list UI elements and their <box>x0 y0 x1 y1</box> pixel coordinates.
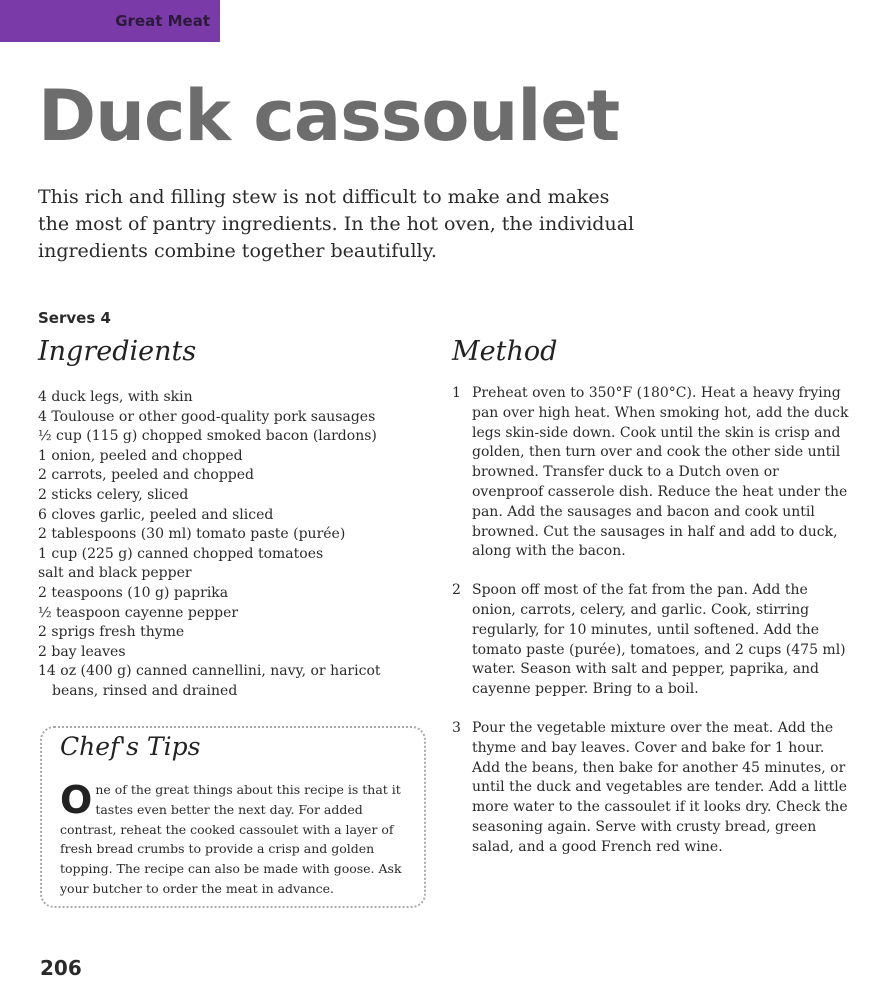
method-step <box>452 719 852 858</box>
ingredients-heading: Ingredients <box>38 336 197 367</box>
method-step <box>452 581 852 700</box>
chefs-tips-body: ne of the great things about this recipe is that it tastes even better the next day. For added contrast, reheat the cooked cassoulet with a layer of fresh bread crumbs to provide a crisp and golden topping. The recipe can also be made with goose. Ask your butcher to order the meat in advance. <box>60 782 402 896</box>
ingredient-item: 14 oz (400 g) canned cannellini, navy, or haricot beans, rinsed and drained <box>38 663 381 699</box>
ingredient-item: 1 onion, peeled and chopped <box>38 447 243 464</box>
ingredient-item: 6 cloves garlic, peeled and sliced <box>38 506 274 523</box>
ingredient-item: salt and black pepper <box>38 565 192 582</box>
recipe-title: Duck cassoulet <box>38 75 620 157</box>
chefs-tips-box <box>40 726 426 908</box>
step-text: Pour the vegetable mixture over the meat. Add the thyme and bay leaves. Cover and bake for 1 hour. Add the beans, then bake for another 45 minutes, or until the duck and vegetables are tender. Add a little more water to the cassoulet if it looks dry. Check the seasoning again. Serve with crusty bread, green salad, and a good French red wine. <box>472 719 848 855</box>
step-text: Preheat oven to 350°F (180°C). Heat a heavy frying pan over high heat. When smoking hot, add the duck legs skin-side down. Cook until the skin is crisp and golden, then turn over and cook the other side until browned. Transfer duck to a Dutch oven or ovenproof casserole dish. Reduce the heat under the pan. Add the sausages and bacon and cook until browned. Cut the sausages in half and add to duck, along with the bacon. <box>472 385 849 560</box>
ingredient-item: 4 duck legs, with skin <box>38 389 193 405</box>
ingredients-list <box>38 388 418 702</box>
step-number: 3 <box>452 719 461 736</box>
ingredient-item: 1 cup (225 g) canned chopped tomatoes <box>38 545 324 562</box>
page-number: 206 <box>40 956 82 980</box>
ingredient-item: 2 teaspoons (10 g) paprika <box>38 584 229 601</box>
method-heading: Method <box>452 336 558 367</box>
recipe-intro: This rich and filling stew is not difficult to make and makes the most of pantry ingredients. In the hot oven, the individual ingredients combine together beautifully. <box>38 186 635 262</box>
ingredient-item: ½ cup (115 g) chopped smoked bacon (lardons) <box>38 428 377 445</box>
ingredient-item: 4 Toulouse or other good-quality pork sausages <box>38 408 376 425</box>
serves-label: Serves 4 <box>38 309 111 327</box>
step-text: Spoon off most of the fat from the pan. Add the onion, carrots, celery, and garlic. Cook, stirring regularly, for 10 minutes, until softened. Add the tomato paste (purée), tomatoes, and 2 cups (475 ml) water. Season with salt and pepper, paprika, and cayenne pepper. Bring to a boil. <box>472 582 846 698</box>
ingredient-item: 2 carrots, peeled and chopped <box>38 467 255 484</box>
ingredient-item: 2 bay leaves <box>38 643 126 660</box>
method-steps <box>452 384 852 877</box>
chefs-tips-heading: Chef's Tips <box>60 732 201 761</box>
step-number: 2 <box>452 582 461 599</box>
ingredient-item: 2 sprigs fresh thyme <box>38 624 185 641</box>
method-step <box>452 384 852 562</box>
section-tab <box>0 0 220 42</box>
ingredient-item: ½ teaspoon cayenne pepper <box>38 604 239 621</box>
ingredient-item: 2 sticks celery, sliced <box>38 486 189 503</box>
ingredient-item: 2 tablespoons (30 ml) tomato paste (purée) <box>38 526 346 543</box>
step-number: 1 <box>452 385 461 401</box>
chefs-tips-text <box>60 780 406 899</box>
section-tab-label: Great Meat <box>115 12 210 30</box>
drop-cap: O <box>60 778 93 822</box>
